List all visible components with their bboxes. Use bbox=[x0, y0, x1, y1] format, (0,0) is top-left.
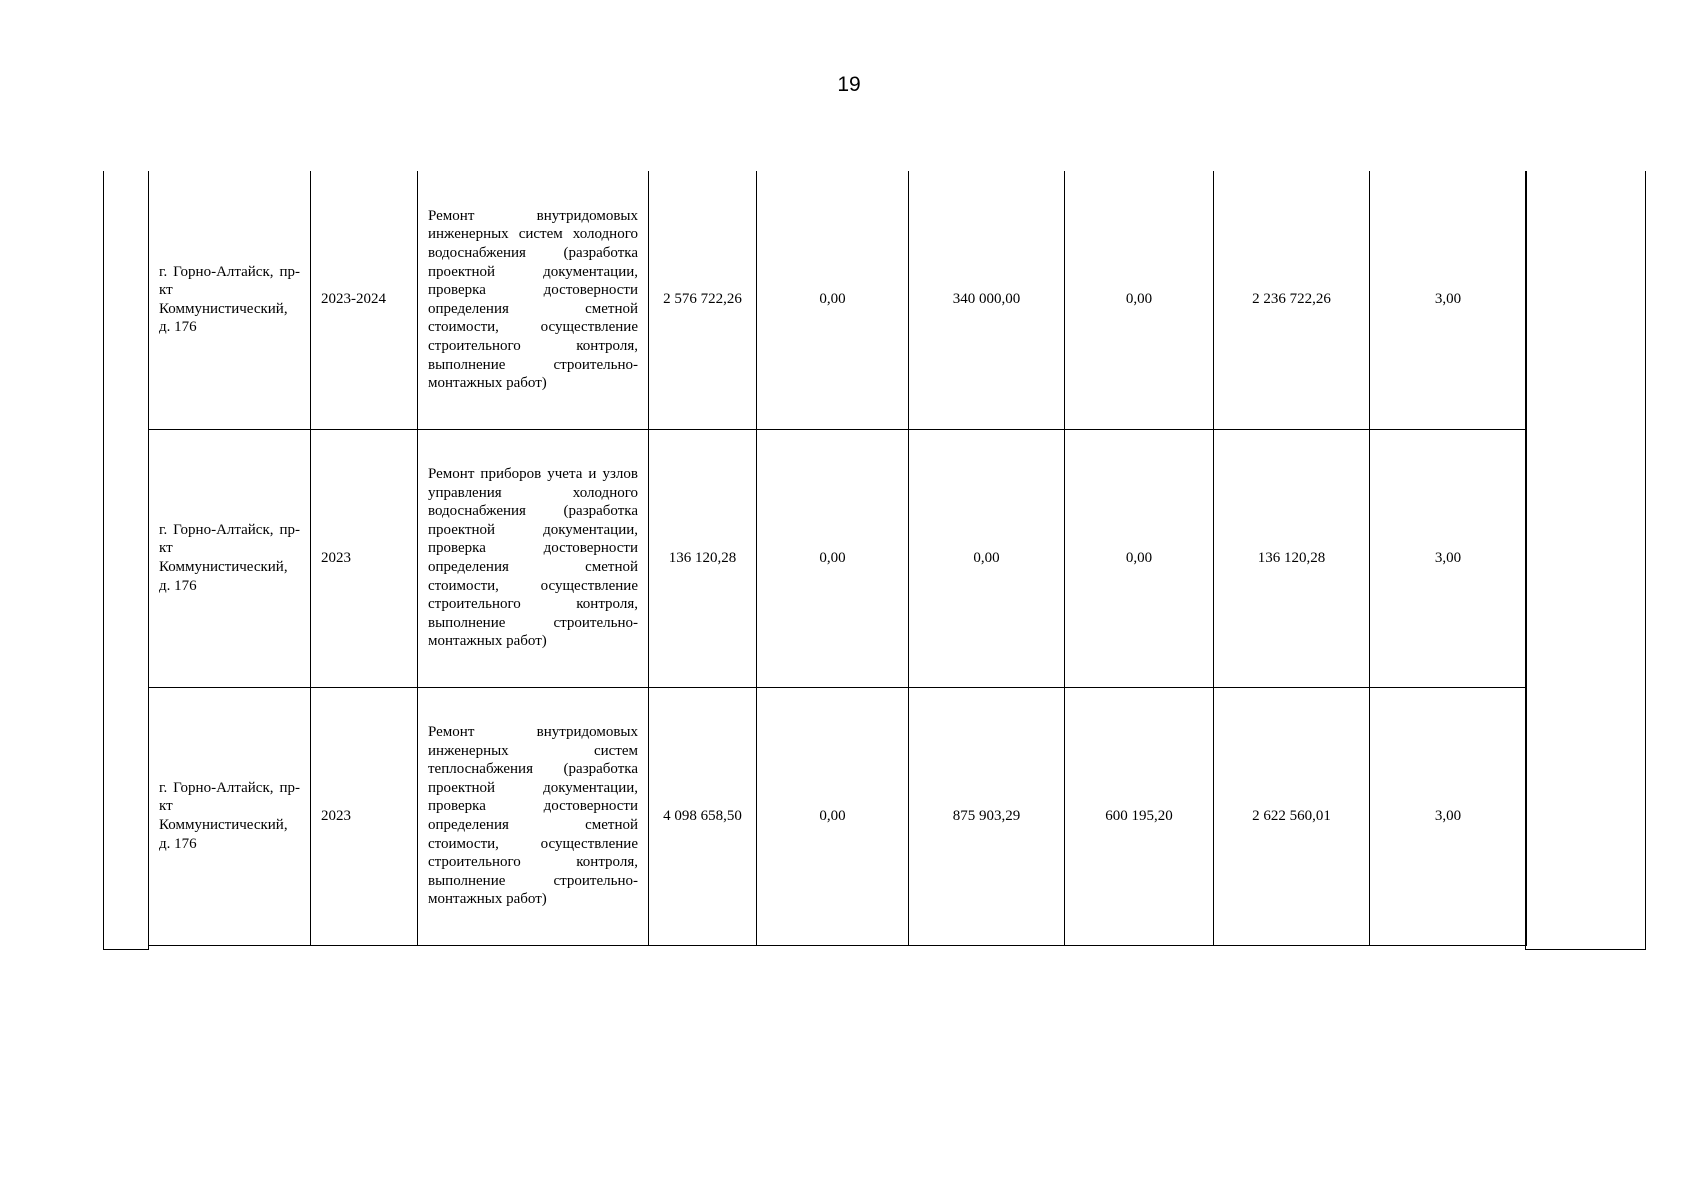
period-cell: 2023 bbox=[311, 687, 418, 945]
value-cell: 3,00 bbox=[1370, 687, 1527, 945]
total-cost-cell: 4 098 658,50 bbox=[649, 687, 757, 945]
value-cell: 2 622 560,01 bbox=[1214, 687, 1370, 945]
value-cell: 3,00 bbox=[1370, 171, 1527, 429]
value-cell: 136 120,28 bbox=[1214, 429, 1370, 687]
table-row bbox=[149, 429, 1527, 687]
right-merged-column bbox=[1525, 171, 1646, 950]
value-cell: 0,00 bbox=[757, 171, 909, 429]
value-cell: 2 236 722,26 bbox=[1214, 171, 1370, 429]
value-cell: 0,00 bbox=[909, 429, 1065, 687]
works-table bbox=[148, 171, 1527, 946]
address-cell: г. Горно-Алтайск, пр-кт Коммунистический, д. 176 bbox=[149, 687, 311, 945]
value-cell: 0,00 bbox=[757, 687, 909, 945]
total-cost-cell: 2 576 722,26 bbox=[649, 171, 757, 429]
value-cell: 3,00 bbox=[1370, 429, 1527, 687]
period-cell: 2023-2024 bbox=[311, 171, 418, 429]
value-cell: 340 000,00 bbox=[909, 171, 1065, 429]
address-cell: г. Горно-Алтайск, пр-кт Коммунистический, д. 176 bbox=[149, 171, 311, 429]
value-cell: 875 903,29 bbox=[909, 687, 1065, 945]
page-number: 19 bbox=[837, 73, 861, 96]
value-cell: 0,00 bbox=[1065, 429, 1214, 687]
value-cell: 0,00 bbox=[757, 429, 909, 687]
work-description-cell: Ремонт внутридомовых инженерных систем теплоснабжения (разработка проектной документации, проверка достоверности определения сметной стоимости, осуществление строительного контроля, выполнение строительно-монтажных работ) bbox=[418, 687, 649, 945]
address-cell: г. Горно-Алтайск, пр-кт Коммунистический, д. 176 bbox=[149, 429, 311, 687]
period-cell: 2023 bbox=[311, 429, 418, 687]
total-cost-cell: 136 120,28 bbox=[649, 429, 757, 687]
works-table-container bbox=[103, 171, 1646, 951]
left-merged-column bbox=[103, 171, 149, 950]
work-description-cell: Ремонт внутридомовых инженерных систем холодного водоснабжения (разработка проектной документации, проверка достоверности определения сметной стоимости, осуществление строительного контроля, выполнение строительно-монтажных работ) bbox=[418, 171, 649, 429]
value-cell: 600 195,20 bbox=[1065, 687, 1214, 945]
work-description-cell: Ремонт приборов учета и узлов управления холодного водоснабжения (разработка проектной документации, проверка достоверности определения сметной стоимости, осуществление строительного контроля, выполнение строительно-монтажных работ) bbox=[418, 429, 649, 687]
table-row bbox=[149, 171, 1527, 429]
value-cell: 0,00 bbox=[1065, 171, 1214, 429]
table-row bbox=[149, 687, 1527, 945]
